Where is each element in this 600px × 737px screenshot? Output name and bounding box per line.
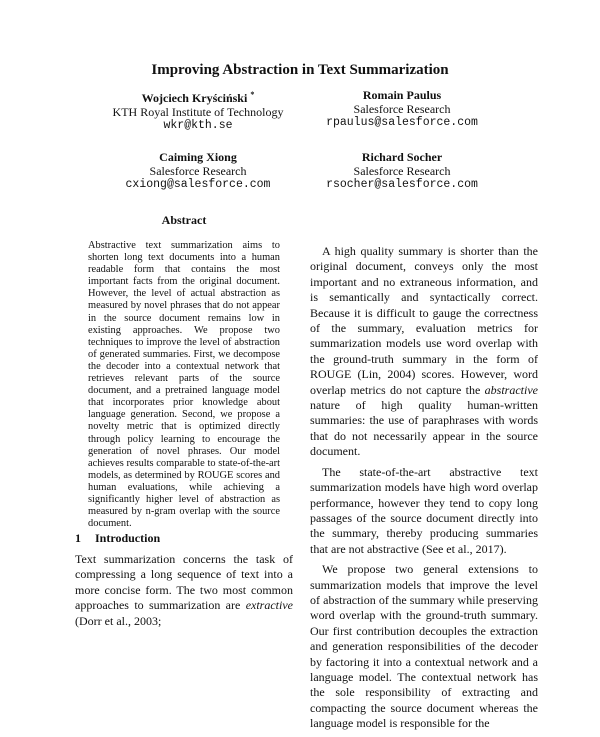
section-heading — [75, 531, 160, 546]
author-block-4 — [292, 150, 512, 192]
author-name: Caiming Xiong — [159, 150, 237, 164]
author-name: Richard Socher — [361, 150, 443, 164]
author-email: wkr@kth.se — [163, 119, 233, 132]
author-block-2 — [292, 88, 512, 130]
author-email: rsocher@salesforce.com — [326, 178, 478, 191]
author-affiliation: KTH Royal Institute of Technology — [112, 105, 284, 119]
paper-title: Improving Abstraction in Text Summarization — [151, 62, 449, 78]
abstract-text: Abstractive text summarization aims to shorten long text documents into a human readable form that contains the most important facts from the original document. However, the level of actual abstraction as measured by novel phrases that do not appear in the source document remains low in existing approaches. We propose two techniques to improve the level of abstraction of generated summaries. First, we decompose the decoder into a contextual network that retrieves relevant parts of the source document, and a pretrained language model that incorporates prior knowledge about language generation. Second, we propose a novelty metric that is optimized directly through policy learning to encourage the generation of novel phrases. Our model achieves results comparable to state-of-the-art models, as determined by ROUGE scores and human evaluations, while achieving a significantly higher level of abstraction as measured by n-gram overlap with the source document. — [88, 240, 280, 530]
author-block-3 — [88, 150, 308, 192]
abstract-heading: Abstract — [161, 213, 207, 227]
author-block-1 — [88, 88, 308, 133]
author-name: Romain Paulus — [362, 88, 442, 102]
section-title: Introduction — [95, 531, 161, 545]
author-email: rpaulus@salesforce.com — [326, 116, 478, 129]
author-name: Wojciech Kryściński * — [141, 90, 255, 105]
right-column-text — [310, 244, 538, 737]
introduction-paragraph: Text summarization concerns the task of compressing a long sequence of text into a more concise form. The two most common approaches to summarization are extractive (Dorr et al., 2003; — [75, 552, 293, 628]
author-affiliation: Salesforce Research — [353, 164, 451, 178]
paragraph-summary-quality: A high quality summary is shorter than the original document, conveys only the most important and no extraneous information, and is semantically and syntactically correct. Because it is difficult to gauge the correctness of the summary, evaluation metrics for summarization models use word overlap with the ground-truth summary in the form of ROUGE (Lin, 2004) scores. However, word overlap metrics do not capture the abstractive nature of high quality human-written summaries: the use of paraphrases with words that do not necessarily appear in the source document. — [310, 244, 538, 459]
paragraph-state-of-art: The state-of-the-art abstractive text summarization models have high word overlap performance, however they tend to copy long passages of the source document directly into the summary, thereby producing summaries that are not abstractive (See et al., 2017). — [310, 464, 538, 556]
author-email: cxiong@salesforce.com — [125, 178, 271, 191]
paragraph-contributions: We propose two general extensions to summarization models that improve the level of abstraction of the summary while preserving word overlap with the ground-truth summary. Our first contribution decouples the extraction and generation responsibilities of the decoder by factoring it into a contextual network and a language model. The contextual network has the sole responsibility of extracting and compacting the source document whereas the language model is responsible for the — [310, 562, 538, 731]
author-affiliation: Salesforce Research — [353, 102, 451, 116]
author-affiliation: Salesforce Research — [149, 164, 247, 178]
section-number: 1 — [75, 531, 81, 545]
